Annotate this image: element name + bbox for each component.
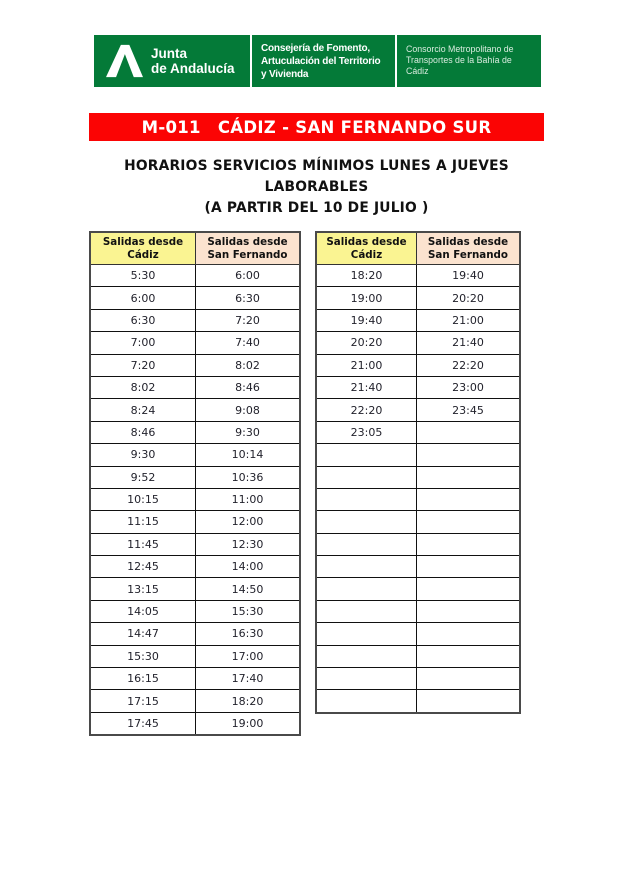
- time-cell: [417, 600, 521, 622]
- timetable-row: [90, 668, 300, 690]
- time-cell: 17:15: [90, 690, 196, 712]
- timetable-row: [316, 332, 520, 354]
- time-cell: 17:45: [90, 712, 196, 735]
- col-header-salidas-cadiz: [90, 232, 196, 265]
- timetable-row: [90, 623, 300, 645]
- timetable-row: [316, 600, 520, 622]
- time-cell: 8:46: [90, 421, 196, 443]
- col-header-salidas-san-fernando: [196, 232, 301, 265]
- timetable-left: [89, 231, 301, 736]
- time-cell: 12:00: [196, 511, 301, 533]
- time-cell: 18:20: [196, 690, 301, 712]
- time-cell: 9:08: [196, 399, 301, 421]
- junta-logo-section: [94, 35, 250, 87]
- time-cell: [316, 466, 417, 488]
- timetable-row: [316, 623, 520, 645]
- time-cell: 18:20: [316, 265, 417, 287]
- consortium-name: [397, 35, 541, 87]
- time-cell: [316, 488, 417, 510]
- col-header-line1: Salidas desde: [326, 236, 407, 248]
- time-cell: 9:30: [90, 444, 196, 466]
- time-cell: 21:00: [417, 309, 521, 331]
- col-header-line2: Cádiz: [350, 248, 383, 261]
- timetable-row: [90, 466, 300, 488]
- time-cell: 19:40: [316, 309, 417, 331]
- col-header-salidas-san-fernando: [417, 232, 521, 265]
- timetable-row: [316, 376, 520, 398]
- timetable-row: [316, 444, 520, 466]
- time-cell: [316, 645, 417, 667]
- col-header-line2: Cádiz: [127, 248, 159, 261]
- time-cell: 6:00: [196, 265, 301, 287]
- time-cell: [417, 421, 521, 443]
- timetable-row: [316, 354, 520, 376]
- time-cell: [417, 466, 521, 488]
- junta-logo-line2: de Andalucía: [151, 61, 235, 76]
- time-cell: 11:00: [196, 488, 301, 510]
- title-line1: HORARIOS SERVICIOS MÍNIMOS LUNES A JUEVES: [124, 158, 509, 174]
- time-cell: 9:30: [196, 421, 301, 443]
- time-cell: [417, 444, 521, 466]
- time-cell: 16:15: [90, 668, 196, 690]
- header-row: [90, 232, 300, 265]
- timetable-row: [90, 265, 300, 287]
- timetable-row: [316, 556, 520, 578]
- time-cell: 15:30: [90, 645, 196, 667]
- department-line3: y Vivienda: [261, 69, 309, 80]
- consortium-line1: Consorcio Metropolitano de: [406, 44, 514, 54]
- timetable-row: [316, 488, 520, 510]
- time-cell: [417, 488, 521, 510]
- route-name: CÁDIZ - SAN FERNANDO SUR: [217, 117, 492, 137]
- timetable-left-header: [90, 232, 300, 265]
- time-cell: 16:30: [196, 623, 301, 645]
- time-cell: [316, 668, 417, 690]
- time-cell: 13:15: [90, 578, 196, 600]
- junta-logo-line1: Junta: [151, 45, 188, 61]
- department-name: [252, 35, 395, 87]
- timetable-left-body: [90, 265, 300, 736]
- timetable-row: [90, 690, 300, 712]
- time-cell: 12:30: [196, 533, 301, 555]
- junta-logo-text: [151, 46, 235, 77]
- time-cell: 22:20: [417, 354, 521, 376]
- timetable-row: [90, 444, 300, 466]
- timetable-row: [316, 287, 520, 309]
- consortium-line3: Cádiz: [406, 66, 429, 76]
- document-title: [89, 156, 544, 219]
- time-cell: [316, 444, 417, 466]
- time-cell: 14:00: [196, 556, 301, 578]
- timetable-row: [90, 556, 300, 578]
- time-cell: 12:45: [90, 556, 196, 578]
- time-cell: [316, 623, 417, 645]
- time-cell: 7:20: [90, 354, 196, 376]
- timetable-row: [90, 712, 300, 735]
- time-cell: 14:05: [90, 600, 196, 622]
- timetable-row: [90, 376, 300, 398]
- timetable-row: [90, 399, 300, 421]
- time-cell: 7:00: [90, 332, 196, 354]
- timetable-row: [316, 309, 520, 331]
- time-cell: 21:40: [316, 376, 417, 398]
- timetable-row: [90, 354, 300, 376]
- time-cell: 11:15: [90, 511, 196, 533]
- time-cell: 7:20: [196, 309, 301, 331]
- time-cell: 14:50: [196, 578, 301, 600]
- timetable-row: [316, 645, 520, 667]
- time-cell: 9:52: [90, 466, 196, 488]
- col-header-line1: Salidas desde: [427, 236, 509, 248]
- timetable-right-header: [316, 232, 520, 265]
- time-cell: [316, 690, 417, 713]
- time-cell: [316, 533, 417, 555]
- timetable-row: [316, 421, 520, 443]
- time-cell: 7:40: [196, 332, 301, 354]
- time-cell: [417, 690, 521, 713]
- time-cell: 19:40: [417, 265, 521, 287]
- timetable-right-body: [316, 265, 520, 713]
- time-cell: 8:46: [196, 376, 301, 398]
- time-cell: 10:36: [196, 466, 301, 488]
- timetable-row: [316, 511, 520, 533]
- time-cell: 14:47: [90, 623, 196, 645]
- time-cell: 8:02: [196, 354, 301, 376]
- time-cell: [316, 511, 417, 533]
- time-cell: 5:30: [90, 265, 196, 287]
- time-cell: 10:14: [196, 444, 301, 466]
- junta-header-bar: [94, 35, 541, 87]
- timetable-row: [316, 265, 520, 287]
- timetable-row: [316, 466, 520, 488]
- col-header-line2: San Fernando: [207, 248, 288, 261]
- timetable-row: [316, 533, 520, 555]
- time-cell: 23:45: [417, 399, 521, 421]
- time-cell: 10:15: [90, 488, 196, 510]
- time-cell: 6:00: [90, 287, 196, 309]
- timetable-row: [90, 600, 300, 622]
- time-cell: 22:20: [316, 399, 417, 421]
- time-cell: [417, 511, 521, 533]
- timetable-row: [90, 421, 300, 443]
- time-cell: [417, 578, 521, 600]
- timetable-row: [316, 690, 520, 713]
- time-cell: 21:40: [417, 332, 521, 354]
- time-cell: 20:20: [417, 287, 521, 309]
- timetable-row: [90, 287, 300, 309]
- time-cell: 8:02: [90, 376, 196, 398]
- time-cell: 11:45: [90, 533, 196, 555]
- time-cell: [316, 578, 417, 600]
- department-line2: Artuculación del Territorio: [261, 56, 381, 67]
- time-cell: 6:30: [196, 287, 301, 309]
- col-header-line1: Salidas desde: [207, 236, 288, 248]
- time-cell: [417, 623, 521, 645]
- time-cell: 19:00: [196, 712, 301, 735]
- timetable-row: [90, 332, 300, 354]
- timetable-row: [90, 309, 300, 331]
- timetable-right: [315, 231, 521, 714]
- timetable-row: [316, 668, 520, 690]
- col-header-line1: Salidas desde: [102, 236, 184, 248]
- timetable-row: [90, 645, 300, 667]
- time-cell: 19:00: [316, 287, 417, 309]
- time-cell: 8:24: [90, 399, 196, 421]
- time-cell: 20:20: [316, 332, 417, 354]
- time-cell: 17:40: [196, 668, 301, 690]
- timetable-row: [316, 399, 520, 421]
- time-cell: 6:30: [90, 309, 196, 331]
- time-cell: [417, 645, 521, 667]
- time-cell: [417, 533, 521, 555]
- junta-de-andalucia-logo-icon: [106, 44, 143, 78]
- time-cell: [316, 556, 417, 578]
- timetable-row: [316, 578, 520, 600]
- title-line3: (A PARTIR DEL 10 DE JULIO ): [204, 200, 429, 216]
- time-cell: [316, 600, 417, 622]
- timetable-row: [90, 578, 300, 600]
- time-cell: [417, 556, 521, 578]
- department-line1: Consejería de Fomento,: [261, 43, 370, 54]
- consortium-line2: Transportes de la Bahía de: [406, 55, 512, 65]
- col-header-salidas-cadiz: [316, 232, 417, 265]
- time-cell: 17:00: [196, 645, 301, 667]
- time-cell: 15:30: [196, 600, 301, 622]
- title-line2: LABORABLES: [264, 179, 369, 195]
- header-row: [316, 232, 520, 265]
- time-cell: 21:00: [316, 354, 417, 376]
- route-code: M-011: [141, 117, 201, 137]
- col-header-line2: San Fernando: [427, 248, 508, 261]
- route-banner: [89, 113, 544, 141]
- timetable-row: [90, 533, 300, 555]
- time-cell: 23:00: [417, 376, 521, 398]
- timetable-row: [90, 511, 300, 533]
- time-cell: 23:05: [316, 421, 417, 443]
- time-cell: [417, 668, 521, 690]
- timetable-row: [90, 488, 300, 510]
